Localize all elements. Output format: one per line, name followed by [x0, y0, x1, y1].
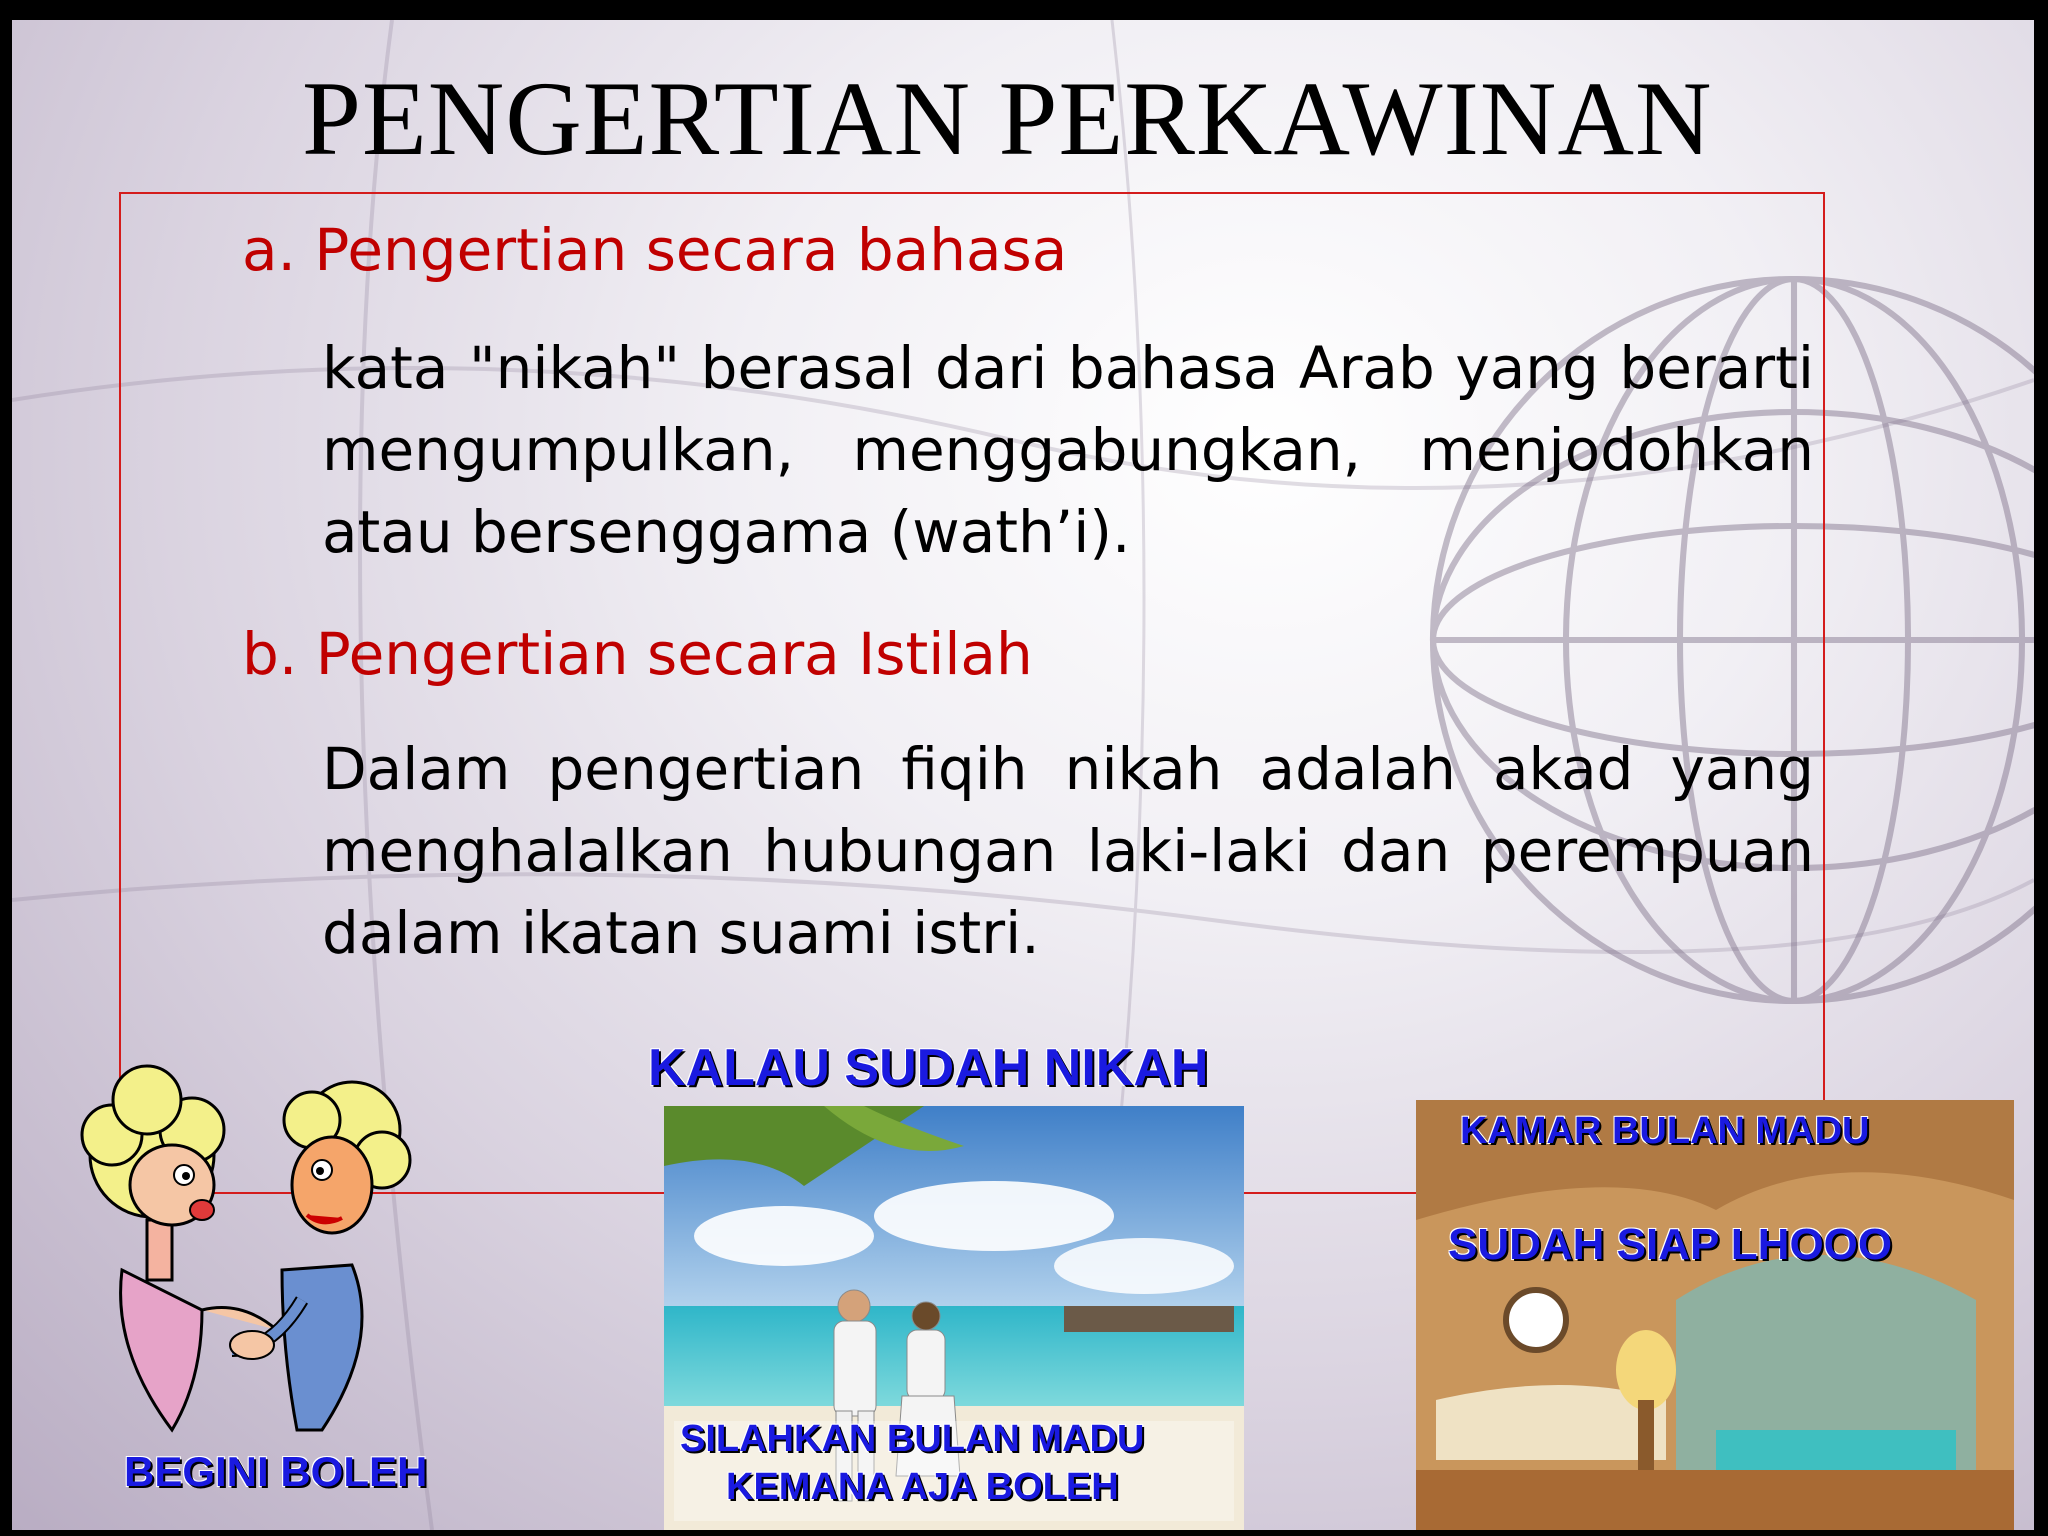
room-caption-line1: KAMAR BULAN MADU — [1460, 1110, 1870, 1152]
section-b-body: Dalam pengertian fiqih nikah adalah akad yang menghalalkan hubungan laki-laki dan perempuan dalam ikatan suami istri. — [322, 735, 1814, 967]
beach-caption-line1: SILAHKAN BULAN MADU — [680, 1418, 1145, 1460]
beach-header: KALAU SUDAH NIKAH — [648, 1039, 1209, 1097]
couple-caption: BEGINI BOLEH — [124, 1448, 428, 1495]
room-caption-line2: SUDAH SIAP LHOOO — [1448, 1220, 1893, 1269]
room-illustration — [1416, 1100, 2014, 1530]
slide — [12, 20, 2034, 1530]
slide-title: PENGERTIAN PERKAWINAN — [302, 60, 1713, 177]
section-a-body: kata "nikah" berasal dari bahasa Arab yang berarti mengumpulkan, menggabungkan, menjodohkan atau bersenggama (wath’i). — [322, 334, 1814, 566]
couple-clipart — [52, 1050, 432, 1450]
room-photo — [1416, 1100, 2014, 1530]
section-b-heading: b. Pengertian secara Istilah — [242, 620, 1033, 688]
beach-caption-line2: KEMANA AJA BOLEH — [726, 1466, 1119, 1508]
section-a-heading: a. Pengertian secara bahasa — [242, 216, 1068, 284]
woman-figure — [82, 1066, 277, 1430]
man-figure — [232, 1082, 410, 1430]
beach-photo — [664, 1106, 1244, 1530]
